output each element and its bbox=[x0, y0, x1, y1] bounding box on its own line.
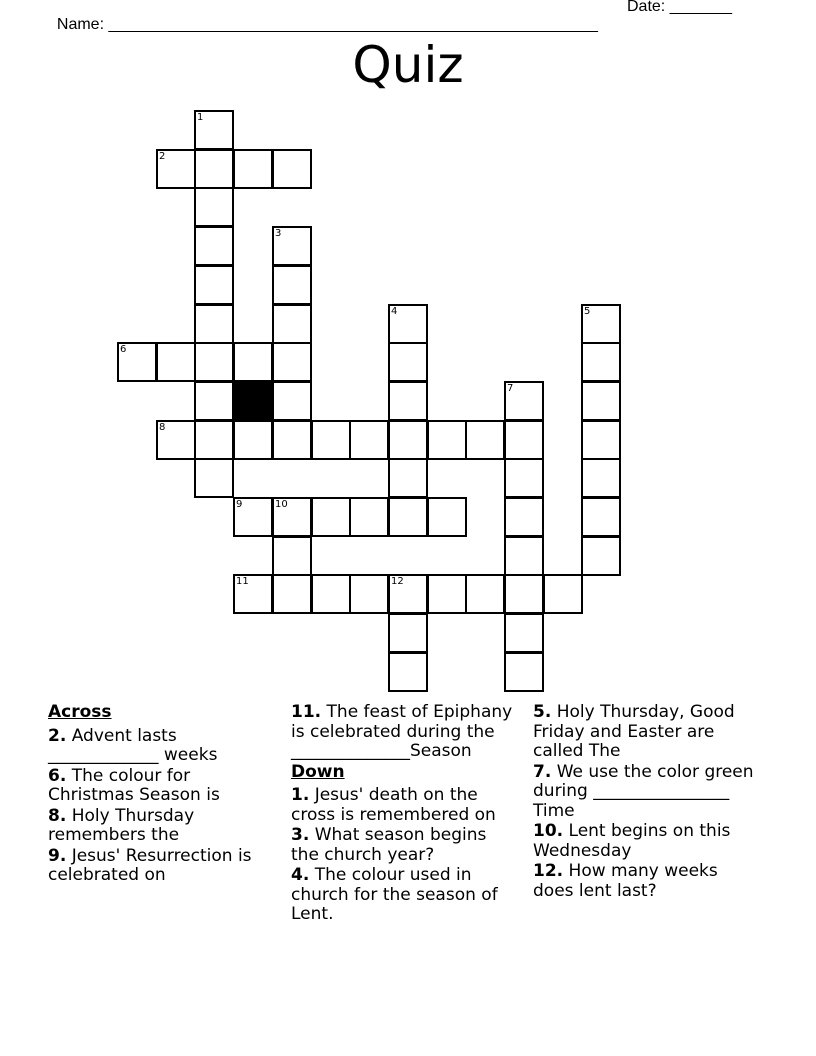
crossword-cell[interactable] bbox=[311, 574, 351, 614]
clue-item-number: 7. bbox=[533, 761, 552, 782]
crossword-cell[interactable] bbox=[272, 497, 312, 537]
crossword-cell[interactable] bbox=[156, 420, 196, 460]
clue-number: 11 bbox=[236, 576, 249, 587]
crossword-cell[interactable] bbox=[465, 574, 505, 614]
crossword-cell[interactable] bbox=[194, 265, 234, 305]
crossword-cell[interactable] bbox=[465, 420, 505, 460]
crossword-cell[interactable] bbox=[194, 420, 234, 460]
crossword-cell[interactable] bbox=[311, 497, 351, 537]
clue-item-number: 8. bbox=[48, 805, 67, 826]
crossword-cell[interactable] bbox=[194, 187, 234, 227]
clue-item-text: Holy Thursday remembers the bbox=[48, 805, 195, 845]
crossword-cell[interactable] bbox=[233, 574, 273, 614]
clue-item-text: The colour used in church for the season of Lent. bbox=[291, 865, 498, 924]
clue-item-number: 10. bbox=[533, 821, 564, 841]
clue-item-number: 1. bbox=[291, 785, 310, 805]
crossword-cell[interactable] bbox=[504, 420, 544, 460]
down-clue-list-continued bbox=[533, 703, 758, 901]
clue-item-number: 6. bbox=[48, 765, 67, 786]
crossword-cell[interactable] bbox=[349, 420, 389, 460]
clue-item-text: Holy Thursday, Good Friday and Easter are called The bbox=[533, 702, 735, 761]
crossword-cell[interactable] bbox=[581, 304, 621, 344]
crossword-cell[interactable] bbox=[504, 458, 544, 498]
clue-item-text: The colour for Christmas Season is bbox=[48, 765, 220, 805]
clue-item bbox=[533, 822, 758, 861]
clues-column-2 bbox=[291, 703, 516, 926]
crossword-cell[interactable] bbox=[388, 381, 428, 421]
crossword-cell[interactable] bbox=[272, 381, 312, 421]
clue-number: 9 bbox=[236, 499, 243, 510]
crossword-cell[interactable] bbox=[156, 149, 196, 189]
across-clue-list bbox=[48, 727, 273, 886]
crossword-cell[interactable] bbox=[272, 342, 312, 382]
clues-column-3 bbox=[533, 703, 758, 902]
crossword-cell[interactable] bbox=[388, 497, 428, 537]
clue-item-number: 2. bbox=[48, 725, 67, 746]
crossword-cell[interactable] bbox=[581, 458, 621, 498]
crossword-cell[interactable] bbox=[388, 342, 428, 382]
date-field-label[interactable]: Date: _______ bbox=[627, 0, 732, 15]
clue-number: 3 bbox=[275, 228, 282, 239]
crossword-cell[interactable] bbox=[388, 420, 428, 460]
clue-item bbox=[533, 862, 758, 901]
crossword-cell[interactable] bbox=[543, 574, 583, 614]
clue-item bbox=[48, 807, 273, 846]
clue-item bbox=[48, 847, 273, 886]
crossword-cell[interactable] bbox=[349, 497, 389, 537]
clue-item-text: Jesus' death on the cross is remembered on bbox=[291, 785, 496, 825]
crossword-cell[interactable] bbox=[272, 536, 312, 576]
crossword-cell[interactable] bbox=[272, 149, 312, 189]
crossword-cell[interactable] bbox=[504, 536, 544, 576]
clue-item bbox=[533, 703, 758, 762]
crossword-cell[interactable] bbox=[272, 265, 312, 305]
clue-item-number: 3. bbox=[291, 825, 310, 845]
crossword-cell[interactable] bbox=[272, 304, 312, 344]
crossword-cell[interactable] bbox=[581, 342, 621, 382]
clue-number: 5 bbox=[584, 306, 591, 317]
crossword-cell[interactable] bbox=[233, 342, 273, 382]
clue-item bbox=[291, 703, 516, 762]
clue-item bbox=[291, 866, 516, 925]
crossword-cell[interactable] bbox=[504, 613, 544, 653]
clue-item-text: The feast of Epiphany is celebrated during the ______________Season bbox=[291, 702, 513, 761]
clues-column-1 bbox=[48, 703, 273, 887]
clue-item-number: 5. bbox=[533, 702, 552, 722]
crossword-cell[interactable] bbox=[272, 574, 312, 614]
crossword-cell[interactable] bbox=[388, 458, 428, 498]
page-title: Quiz bbox=[352, 36, 464, 94]
crossword-cell[interactable] bbox=[233, 497, 273, 537]
crossword-cell[interactable] bbox=[388, 574, 428, 614]
clue-item bbox=[291, 786, 516, 825]
clue-item-text: Advent lasts _____________ weeks bbox=[48, 725, 218, 765]
crossword-cell[interactable] bbox=[504, 652, 544, 692]
clue-item bbox=[48, 727, 273, 766]
clue-item-number: 12. bbox=[533, 861, 564, 881]
crossword-cell[interactable] bbox=[117, 342, 157, 382]
clue-item-text: What season begins the church year? bbox=[291, 825, 487, 865]
crossword-black-cell bbox=[233, 381, 273, 421]
crossword-cell[interactable] bbox=[388, 304, 428, 344]
crossword-cell[interactable] bbox=[272, 420, 312, 460]
clue-item bbox=[48, 767, 273, 806]
crossword-cell[interactable] bbox=[504, 497, 544, 537]
across-clue-list-continued bbox=[291, 703, 516, 762]
crossword-cell[interactable] bbox=[504, 574, 544, 614]
clue-item bbox=[291, 826, 516, 865]
crossword-cell[interactable] bbox=[194, 110, 234, 150]
crossword-cell[interactable] bbox=[194, 226, 234, 266]
clue-number: 7 bbox=[507, 383, 514, 394]
crossword-cell[interactable] bbox=[311, 420, 351, 460]
down-heading: Down bbox=[291, 761, 345, 782]
down-clue-list bbox=[291, 786, 516, 925]
crossword-cell[interactable] bbox=[581, 497, 621, 537]
crossword-cell[interactable] bbox=[581, 420, 621, 460]
crossword-cell[interactable] bbox=[272, 226, 312, 266]
name-field-label[interactable]: Name: _______________________________________________________ bbox=[56, 16, 598, 33]
crossword-cell[interactable] bbox=[349, 574, 389, 614]
clue-item-text: Lent begins on this Wednesday bbox=[533, 821, 731, 861]
crossword-cell[interactable] bbox=[156, 342, 196, 382]
crossword-cell[interactable] bbox=[194, 381, 234, 421]
clue-number: 8 bbox=[159, 422, 166, 433]
crossword-cell[interactable] bbox=[581, 536, 621, 576]
clue-item-number: 4. bbox=[291, 865, 310, 885]
clue-item bbox=[533, 763, 758, 822]
crossword-cell[interactable] bbox=[504, 381, 544, 421]
crossword-cell[interactable] bbox=[233, 420, 273, 460]
crossword-cell[interactable] bbox=[233, 149, 273, 189]
clue-number: 2 bbox=[159, 151, 166, 162]
clue-number: 10 bbox=[275, 499, 288, 510]
crossword-cell[interactable] bbox=[194, 458, 234, 498]
crossword-cell[interactable] bbox=[194, 304, 234, 344]
crossword-cell[interactable] bbox=[427, 574, 467, 614]
clue-number: 1 bbox=[197, 112, 204, 123]
across-heading: Across bbox=[48, 702, 112, 722]
clue-item-text: We use the color green during ________________ Time bbox=[533, 761, 754, 821]
crossword-cell[interactable] bbox=[427, 497, 467, 537]
crossword-cell[interactable] bbox=[388, 652, 428, 692]
clue-item-text: How many weeks does lent last? bbox=[533, 861, 718, 901]
crossword-cell[interactable] bbox=[194, 149, 234, 189]
clue-item-number: 9. bbox=[48, 845, 67, 866]
crossword-cell[interactable] bbox=[581, 381, 621, 421]
crossword-cell[interactable] bbox=[194, 342, 234, 382]
crossword-cell[interactable] bbox=[388, 613, 428, 653]
clue-item-text: Jesus' Resurrection is celebrated on bbox=[48, 845, 252, 885]
crossword-cell[interactable] bbox=[427, 420, 467, 460]
clue-number: 4 bbox=[391, 306, 398, 317]
clue-number: 6 bbox=[120, 344, 127, 355]
clue-item-number: 11. bbox=[291, 702, 322, 722]
clue-number: 12 bbox=[391, 576, 404, 587]
